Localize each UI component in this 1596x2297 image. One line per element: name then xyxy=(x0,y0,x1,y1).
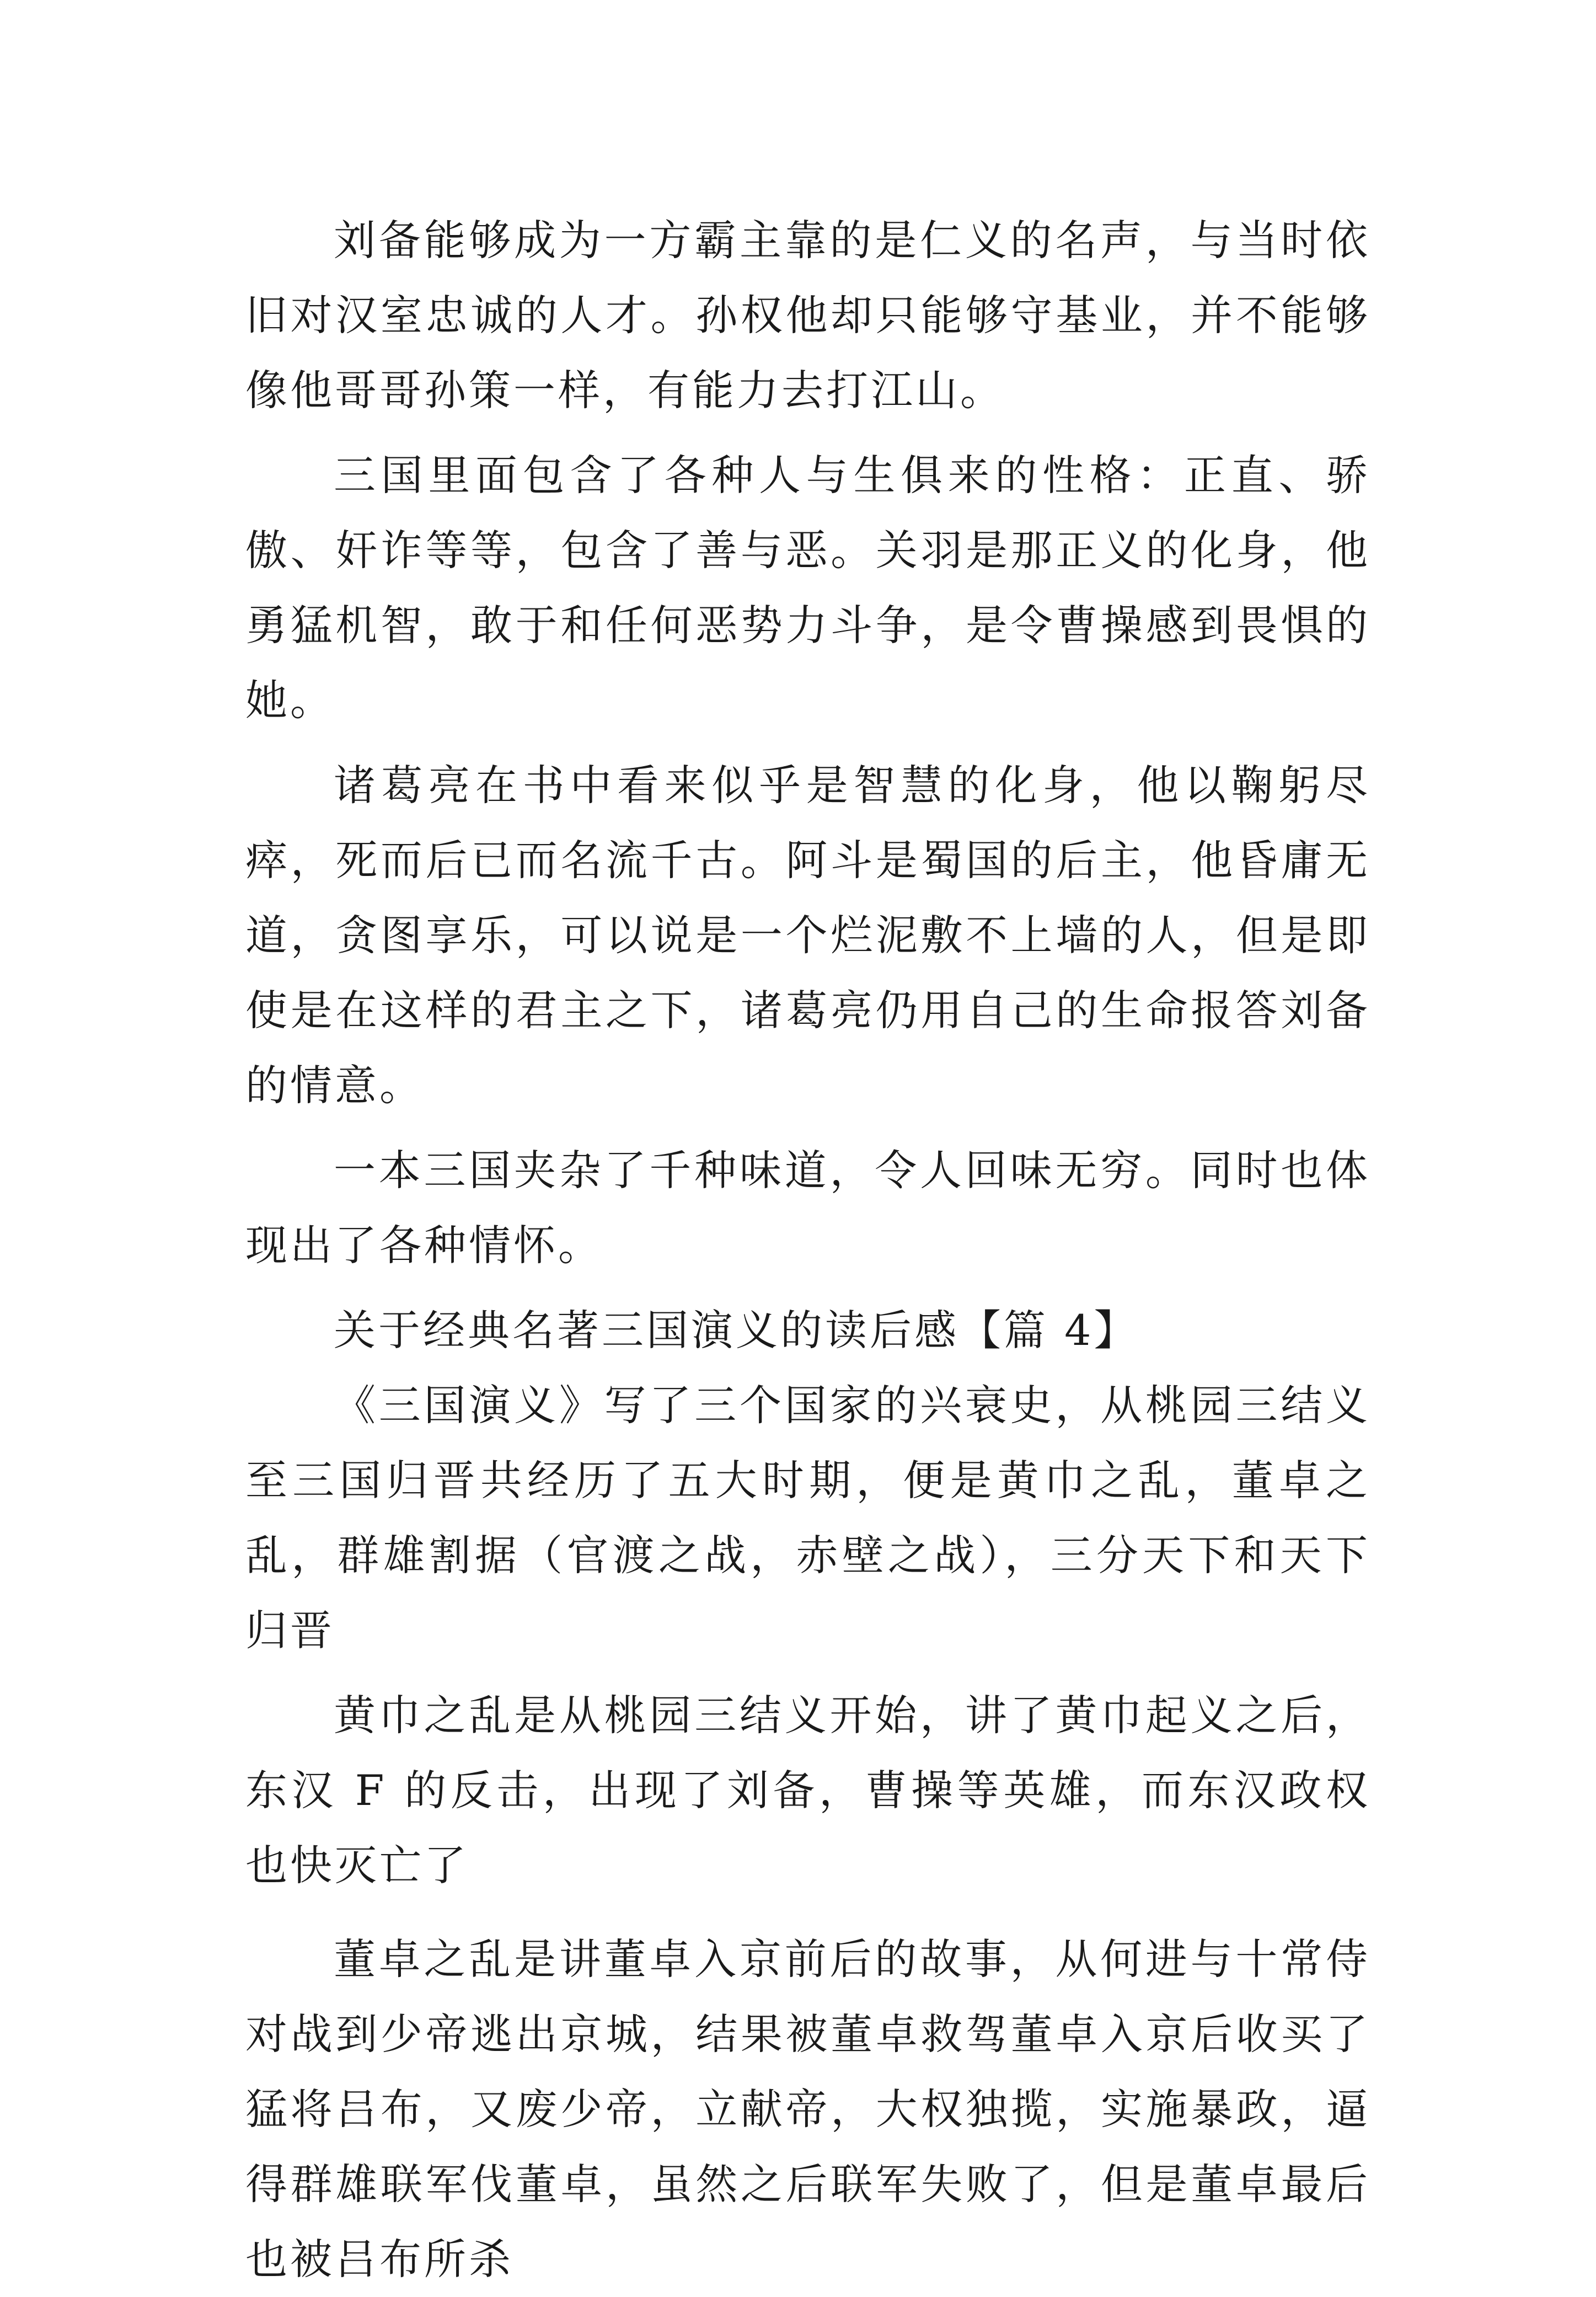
paragraph-liubei: 刘备能够成为一方霸主靠的是仁义的名声，与当时依旧对汉室忠诚的人才。孙权他却只能够守基业，并不能够像他哥哥孙策一样，有能力去打江山。 xyxy=(245,216,1370,415)
paragraph-overview: 《三国演义》写了三个国家的兴衰史，从桃园三结义至三国归晋共经历了五大时期，便是黄巾之乱，董卓之乱，群雄割据（官渡之战，赤壁之战），三分天下和天下归晋 xyxy=(245,1381,1370,1655)
paragraph-characters: 三国里面包含了各种人与生俱来的性格：正直、骄傲、奸诈等等，包含了善与恶。关羽是那正义的化身，他勇猛机智，敢于和任何恶势力斗争，是令曹操感到畏惧的她。 xyxy=(245,451,1370,725)
paragraph-yellow-turban: 黄巾之乱是从桃园三结义开始，讲了黄巾起义之后，东汉 F 的反击，出现了刘备，曹操等英雄，而东汉政权也快灭亡了 xyxy=(245,1691,1370,1890)
paragraph-dongzhuo: 董卓之乱是讲董卓入京前后的故事，从何进与十常侍对战到少帝逃出京城，结果被董卓救驾董卓入京后收买了猛将吕布，又废少帝，立献帝，大权独揽，实施暴政，逼得群雄联军伐董卓，虽然之后联军失败了，但是董卓最后也被吕布所杀 xyxy=(245,1935,1370,2284)
paragraph-zhugeliang: 诸葛亮在书中看来似乎是智慧的化身，他以鞠躬尽瘁，死而后已而名流千古。阿斗是蜀国的后主，他昏庸无道，贪图享乐，可以说是一个烂泥敷不上墙的人，但是即使是在这样的君主之下，诸葛亮仍用自己的生命报答刘备的情意。 xyxy=(245,761,1370,1110)
document-body xyxy=(245,203,1370,2297)
section-heading: 关于经典名著三国演义的读后感【篇 4】 xyxy=(334,1306,1139,1355)
paragraph-summary: 一本三国夹杂了千种味道，令人回味无穷。同时也体现出了各种情怀。 xyxy=(245,1146,1370,1270)
